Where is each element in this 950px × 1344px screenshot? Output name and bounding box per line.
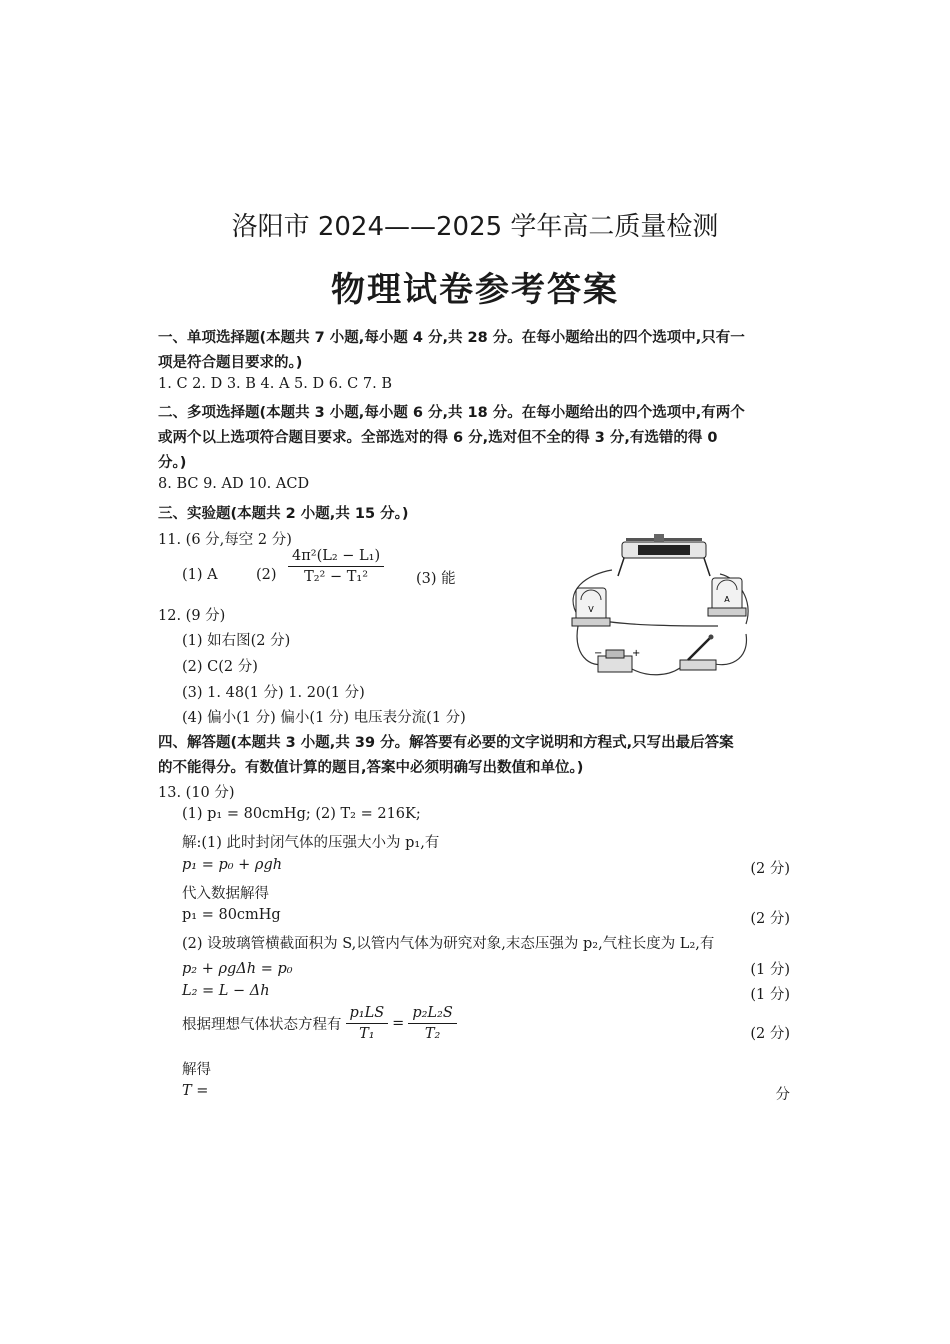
- q13-equation-2-score: (2 分): [750, 911, 790, 927]
- voltmeter-label: V: [588, 605, 594, 614]
- q13-solution-1: 解:(1) 此时封闭气体的压强大小为 p₁,有: [182, 835, 440, 851]
- section2-answers: 8. BC 9. AD 10. ACD: [158, 476, 310, 492]
- exam-title: 洛阳市 2024——2025 学年高二质量检测: [231, 212, 719, 242]
- q13-state-left-den: T₁: [359, 1026, 375, 1042]
- q13-state-right-den: T₂: [424, 1026, 441, 1042]
- section2-heading-a: 二、多项选择题(本题共 3 小题,每小题 6 分,共 18 分。在每小题给出的四个选项中,有两个: [158, 405, 745, 421]
- q12-part3: (3) 1. 48(1 分) 1. 20(1 分): [182, 685, 365, 701]
- q11-part3: (3) 能: [416, 571, 456, 587]
- q13-equation-4: [182, 983, 270, 999]
- q13-state-right-num: p₂L₂S: [408, 1005, 456, 1024]
- q13-substitution: 代入数据解得: [182, 886, 269, 902]
- q11-fraction: [284, 548, 388, 585]
- section3-heading: 三、实验题(本题共 2 小题,共 15 分。): [158, 506, 409, 522]
- wire-bottom-middle: [630, 668, 680, 675]
- section1-answers: 1. C 2. D 3. B 4. A 5. D 6. C 7. B: [158, 376, 392, 392]
- q13-equation-4-score: (1 分): [750, 987, 790, 1003]
- q13-equation-2: p₁ = 80cmHg: [182, 907, 281, 923]
- q13-final-score: 分: [775, 1087, 790, 1103]
- q13-state-equals: =: [392, 1015, 405, 1032]
- battery: [594, 648, 640, 672]
- section2-heading-b: 或两个以上选项符合题目要求。全部选对的得 6 分,选对但不全的得 3 分,有选错的得 0: [158, 430, 718, 446]
- q13-label: 13. (10 分): [158, 785, 235, 801]
- voltmeter: [572, 588, 610, 626]
- q11-part2: (2): [256, 567, 277, 583]
- q13-solution-2: (2) 设玻璃管横截面积为 S,以管内气体为研究对象,末态压强为 p₂,气柱长度为 L₂,有: [182, 936, 715, 952]
- q13-state-fraction-right: [408, 1005, 456, 1042]
- q13-state-left-num: p₁LS: [346, 1005, 389, 1024]
- q13-equation-3-score: (1 分): [750, 962, 790, 978]
- q13-equation-1-score: (2 分): [750, 861, 790, 877]
- answer-key-title: 物理试卷参考答案: [331, 270, 619, 310]
- q13-equation-3-text: p₂ + ρgΔh = p₀: [182, 961, 293, 977]
- q11-fraction-body: [288, 548, 384, 585]
- q13-final-text: T =: [182, 1083, 209, 1099]
- q13-state-fraction-left: [346, 1005, 389, 1042]
- wire-meters: [598, 620, 718, 626]
- battery-plus: +: [632, 648, 641, 659]
- q13-state-text: 根据理想气体状态方程有: [182, 1017, 342, 1033]
- section4-heading-b: 的不能得分。有数值计算的题目,答案中必须明确写出数值和单位。): [158, 760, 584, 776]
- section1-heading-a: 一、单项选择题(本题共 7 小题,每小题 4 分,共 28 分。在每小题给出的四个选项中,只有一: [158, 330, 745, 346]
- q11-fraction-numerator: 4π²(L₂ − L₁): [288, 548, 384, 567]
- q13-equation-1: [182, 857, 282, 873]
- battery-minus: −: [594, 648, 603, 659]
- q12-label: 12. (9 分): [158, 608, 226, 624]
- q13-equation-1-text: p₁ = p₀ + ρgh: [182, 857, 283, 873]
- ammeter: [708, 578, 746, 616]
- q13-state-score: (2 分): [750, 1026, 790, 1042]
- q13-equation-3: [182, 961, 293, 977]
- q13-state-equation: [182, 1005, 461, 1042]
- section1-heading-b: 项是符合题目要求的。): [158, 355, 303, 371]
- ammeter-label: A: [724, 595, 730, 604]
- section4-heading-a: 四、解答题(本题共 3 小题,共 39 分。解答要有必要的文字说明和方程式,只写出最后答案: [158, 735, 734, 751]
- rheostat: [618, 534, 710, 576]
- q13-equation-4-text: L₂ = L − Δh: [182, 983, 270, 999]
- circuit-diagram: [568, 530, 758, 680]
- q13-solve: 解得: [182, 1062, 211, 1078]
- q13-final: [182, 1083, 208, 1099]
- q12-part1: (1) 如右图(2 分): [182, 633, 291, 649]
- q12-part2: (2) C(2 分): [182, 659, 258, 675]
- q11-part1: (1) A: [182, 567, 218, 583]
- switch: [680, 635, 716, 671]
- q11-fraction-denominator: T₂² − T₁²: [304, 569, 369, 585]
- q11-label: 11. (6 分,每空 2 分): [158, 532, 292, 548]
- q12-part4: (4) 偏小(1 分) 偏小(1 分) 电压表分流(1 分): [182, 710, 466, 726]
- section2-heading-c: 分。): [158, 455, 187, 471]
- q13-summary: (1) p₁ = 80cmHg; (2) T₂ = 216K;: [182, 806, 421, 822]
